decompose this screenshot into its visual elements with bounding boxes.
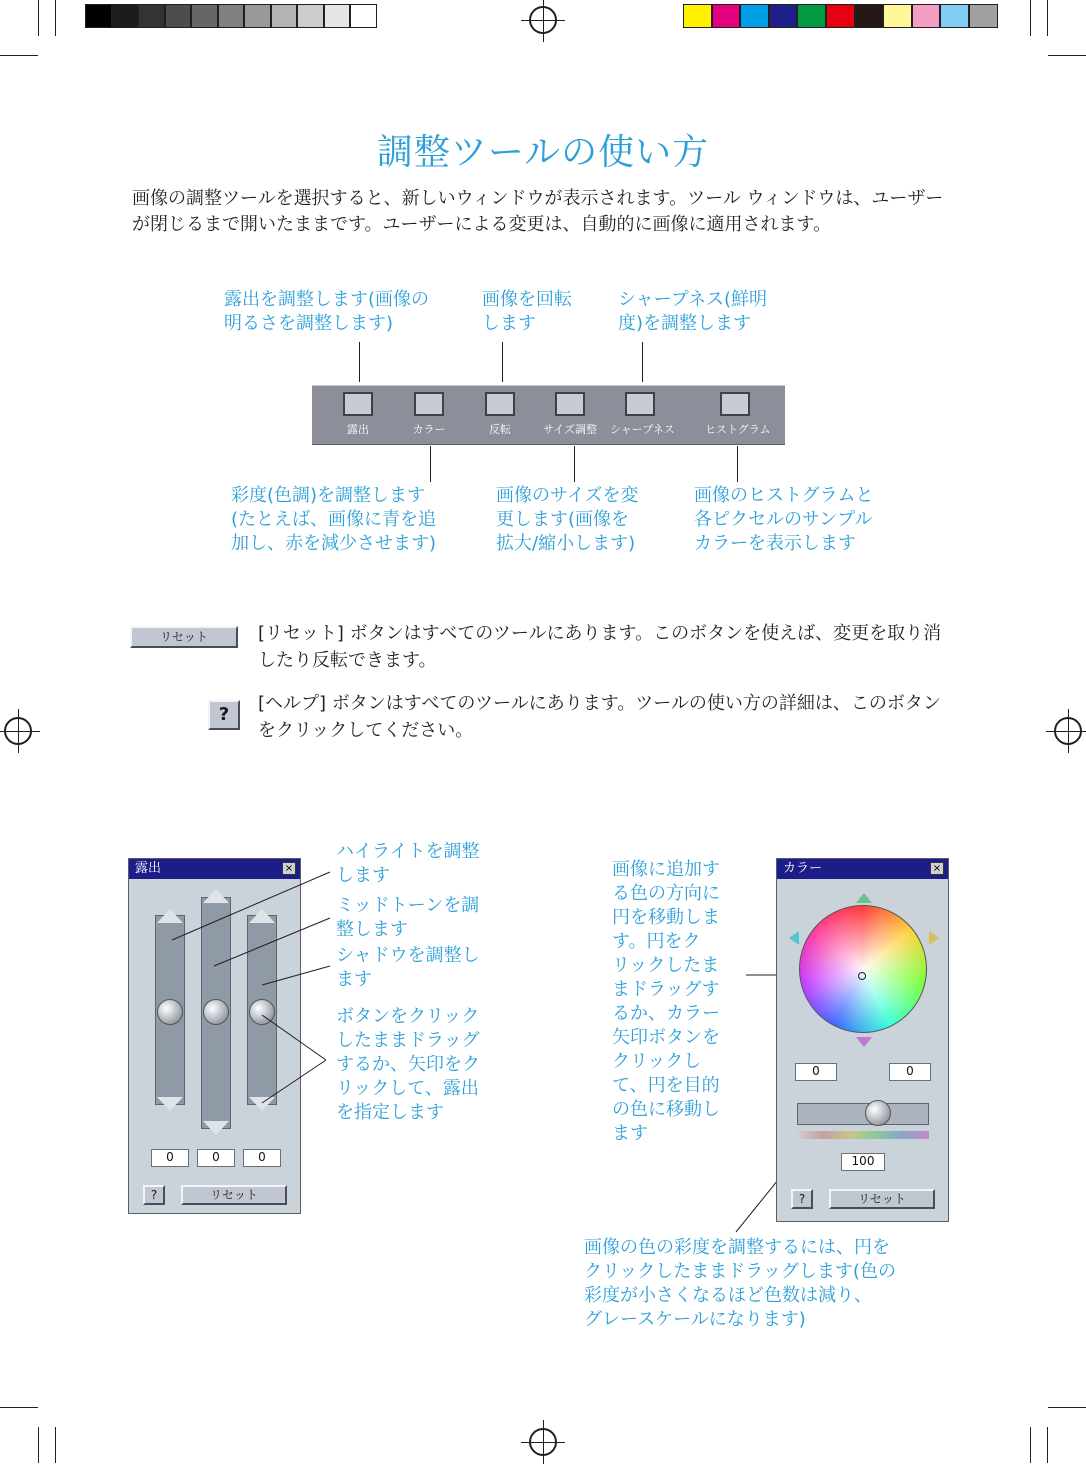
color-wheel-center-marker[interactable] <box>858 972 866 980</box>
page-title: 調整ツールの使い方 <box>376 132 710 173</box>
toolbar-button-label: 露出 <box>347 423 369 436</box>
toolbar-button-label: ヒストグラム <box>705 423 771 436</box>
callout-color: 彩度(色調)を調整します (たとえば、画像に青を追 加し、赤を減少させます) <box>231 485 437 554</box>
help-button[interactable]: ? <box>791 1189 813 1209</box>
help-term: [ヘルプ] <box>258 693 327 714</box>
help-button-sample[interactable]: ? <box>208 700 240 730</box>
toolbar-button-label: サイズ調整 <box>542 423 598 436</box>
window-title-text: 露出 <box>135 861 162 876</box>
help-button[interactable]: ? <box>143 1185 165 1205</box>
color-window <box>776 858 949 1222</box>
intro-paragraph: 画像の調整ツールを選択すると、新しいウィンドウが表示されます。ツール ウィンドウは、ユーザーが閉じるまで開いたままです。ユーザーによる変更は、自動的に画像に適用されます。 <box>132 188 944 235</box>
shadow-value-field[interactable]: 0 <box>243 1149 281 1167</box>
toolbar-button-label: シャープネス <box>610 423 675 436</box>
reset-text: ボタンはすべてのツールにあります。このボタンを使えば、変更を取り消したり反転できます。 <box>258 623 942 671</box>
left-arrow-icon[interactable] <box>789 931 799 945</box>
callout-sharpness: シャープネス(鮮明 度)を調整します <box>618 289 768 334</box>
window-title <box>777 859 948 879</box>
callout-flip: 画像を回転 します <box>482 289 572 334</box>
horizontal-value-field[interactable]: 0 <box>795 1063 837 1081</box>
callout-shadow: シャドウを調整し ます <box>336 945 480 990</box>
close-icon[interactable]: × <box>930 862 944 875</box>
highlight-value-field[interactable]: 0 <box>151 1149 189 1167</box>
reset-button[interactable]: リセット <box>181 1185 287 1205</box>
callout-slider-usage: ボタンをクリック したままドラッグ するか、矢印をク リックして、露出 を指定します <box>336 1006 480 1123</box>
callout-histogram: 画像のヒストグラムと 各ピクセルのサンプル カラーを表示します <box>694 485 874 554</box>
reset-term: [リセット] <box>258 623 344 644</box>
up-arrow-icon[interactable] <box>856 893 872 903</box>
reset-button[interactable]: リセット <box>829 1189 935 1209</box>
saturation-slider-track[interactable] <box>797 1103 929 1125</box>
toolbar-button-label: カラー <box>412 423 446 436</box>
saturation-value-field[interactable]: 100 <box>841 1153 885 1171</box>
reset-button-sample[interactable]: リセット <box>130 626 238 648</box>
callout-exposure: 露出を調整します(画像の 明るさを調整します) <box>224 289 430 334</box>
midtone-value-field[interactable]: 0 <box>197 1149 235 1167</box>
right-arrow-icon[interactable] <box>929 931 939 945</box>
vertical-value-field[interactable]: 0 <box>889 1063 931 1081</box>
callout-saturation: 画像の色の彩度を調整するには、円を クリックしたままドラッグします(色の 彩度が小さくなるほど色数は減り、 グレースケールになります) <box>584 1237 896 1330</box>
saturation-gradient-strip <box>797 1131 929 1139</box>
callout-resize: 画像のサイズを変 更します(画像を 拡大/縮小します) <box>496 485 639 554</box>
callout-highlight: ハイライトを調整 します <box>336 841 480 886</box>
down-arrow-icon[interactable] <box>856 1037 872 1047</box>
callout-color-wheel: 画像に追加す る色の方向に 円を移動しま す。円をク リックしたま まドラッグす るか、カラー 矢印ボタンを クリックし て、円を目的 の色に移動し ます <box>612 859 720 1144</box>
toolbar-button-label: 反転 <box>489 423 511 436</box>
help-text: ボタンはすべてのツールにあります。ツールの使い方の詳細は、このボタンをクリックしてください。 <box>258 693 941 741</box>
saturation-slider-knob[interactable] <box>865 1100 891 1126</box>
color-wheel[interactable] <box>799 905 927 1033</box>
close-icon[interactable]: × <box>282 862 296 875</box>
window-title-text: カラー <box>783 861 823 876</box>
callout-midtone: ミッドトーンを調 整します <box>336 895 480 940</box>
